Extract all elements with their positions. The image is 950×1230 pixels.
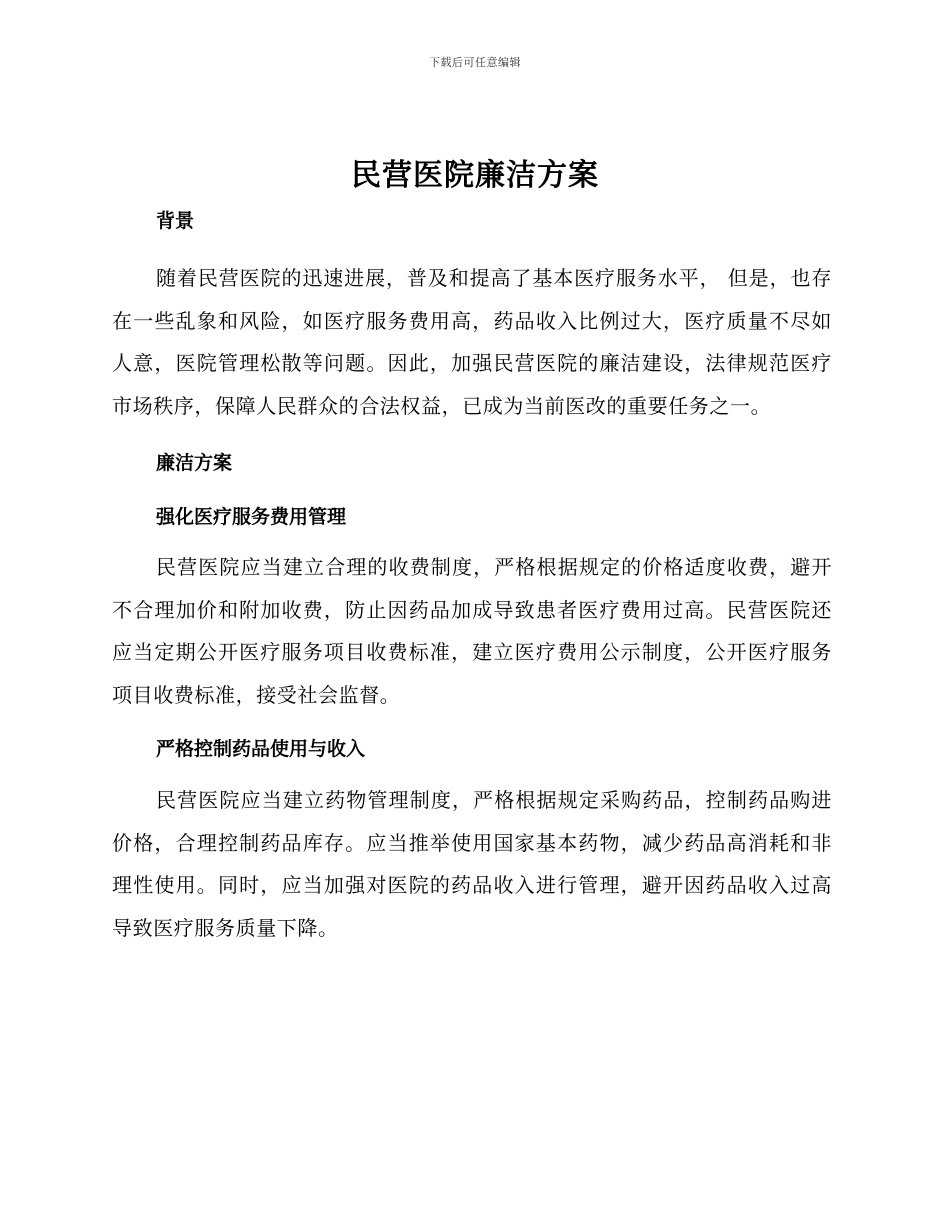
fee-management-paragraph: 民营医院应当建立合理的收费制度，严格根据规定的价格适度收费，避开不合理加价和附加收费，防止因药品加成导致患者医疗费用过高。民营医院还应当定期公开医疗服务项目收费标准，建立医疗费用公示制度，公开医疗服务项目收费标准，接受社会监督。 — [112, 555, 832, 707]
fee-management-heading: 强化医疗服务费用管理 — [156, 506, 347, 528]
drug-control-heading: 严格控制药品使用与收入 — [156, 738, 366, 760]
background-heading: 背景 — [156, 210, 195, 232]
plan-heading: 廉洁方案 — [156, 452, 233, 474]
background-paragraph: 随着民营医院的迅速进展，普及和提高了基本医疗服务水平， 但是，也存在一些乱象和风险，如医疗服务费用高，药品收入比例过大，医疗质量不尽如人意，医院管理松散等问题。因此，加强民营医院的廉洁建设，法律规范医疗市场秩序，保障人民群众的合法权益，已成为当前医改的重要任务之一。 — [112, 266, 832, 418]
drug-control-paragraph: 民营医院应当建立药物管理制度，严格根据规定采购药品，控制药品购进价格，合理控制药品库存。应当推举使用国家基本药物，减少药品高消耗和非理性使用。同时，应当加强对医院的药品收入进行管理，避开因药品收入过高导致医疗服务质量下降。 — [112, 788, 832, 940]
header-note: 下载后可任意编辑 — [429, 56, 521, 69]
document-body — [112, 200, 832, 949]
document-title: 民营医院廉洁方案 — [351, 158, 599, 193]
